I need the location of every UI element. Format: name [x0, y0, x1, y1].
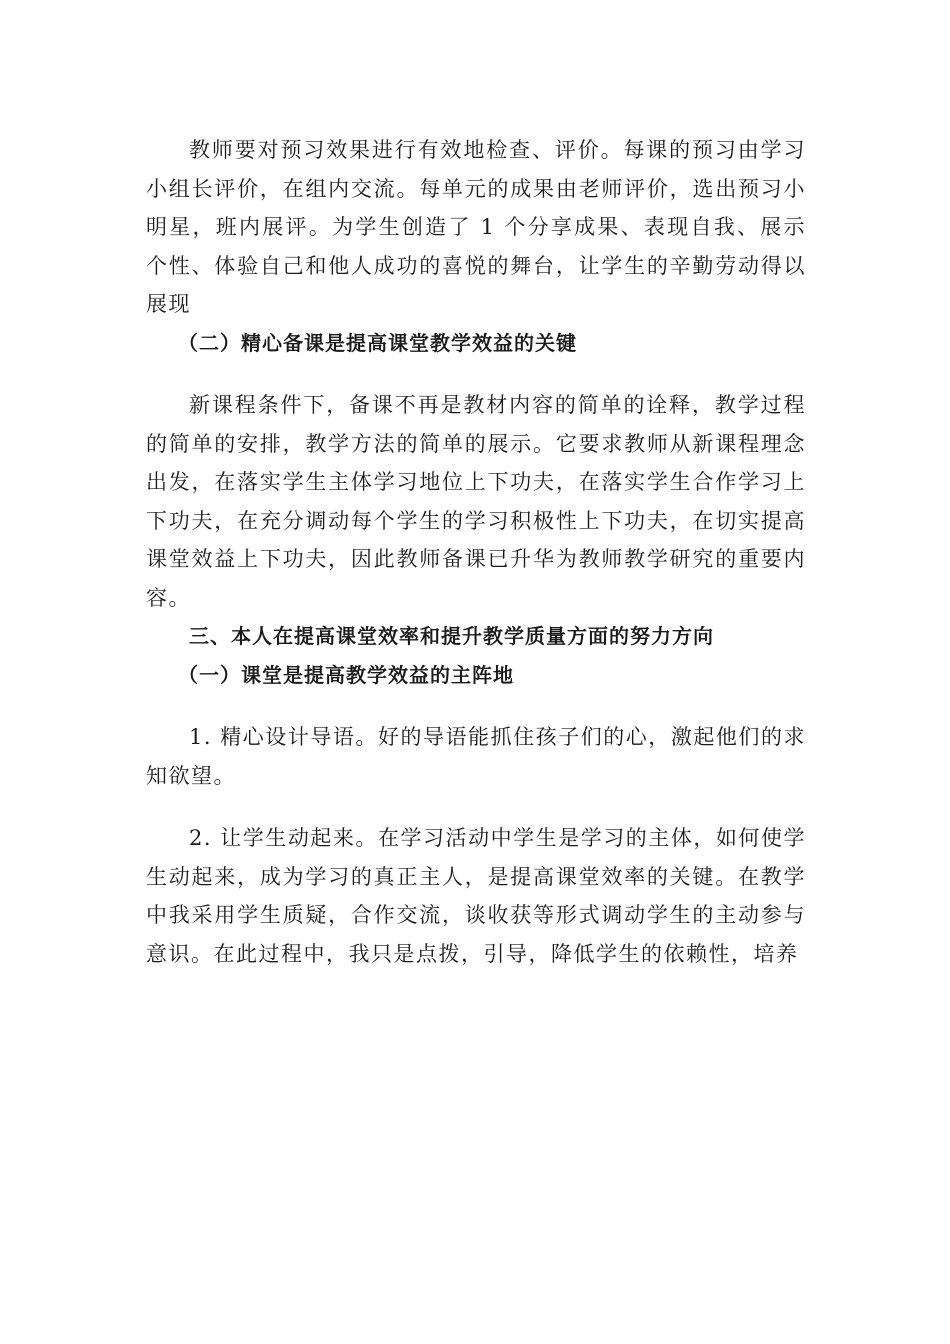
- subheading-lesson-preparation: （二）精心备课是提高课堂教学效益的关键: [178, 330, 577, 355]
- document-body: [146, 131, 806, 973]
- subheading-classroom-main-position: （一）课堂是提高教学效益的主阵地: [178, 662, 514, 687]
- list-item-lead-in-design: 1. 精心设计导语。好的导语能抓住孩子们的心，激起他们的求知欲望。: [146, 725, 806, 788]
- section-heading-improvement-direction: 三、本人在提高课堂效率和提升教学质量方面的努力方向: [189, 624, 714, 648]
- paragraph-preview-evaluation: 教师要对预习效果进行有效地检查、评价。每课的预习由学习小组长评价，在组内交流。每单元的成果由老师评价，选出预习小明星，班内展评。为学生创造了 1 个分享成果、表现自我、展示个性、体验自己和他人成功的喜悦的舞台，让学生的辛勤劳动得以展现: [146, 138, 806, 316]
- list-item-student-activation: 2. 让学生动起来。在学习活动中学生是学习的主体，如何使学生动起来，成为学习的真正主人，是提高课堂效率的关键。在教学中我采用学生质疑，合作交流，谈收获等形式调动学生的主动参与意识。在此过程中，我只是点拨，引导，降低学生的依赖性，培养: [146, 826, 806, 966]
- paragraph-lesson-preparation: 新课程条件下，备课不再是教材内容的简单的诠释，教学过程的简单的安排，教学方法的简单的展示。它要求教师从新课程理念出发，在落实学生主体学习地位上下功夫，在落实学生合作学习上下功夫，在充分调动每个学生的学习积极性上下功夫，在切实提高课堂效益上下功夫，因此教师备课已升华为教师教学研究的重要内容。: [146, 393, 806, 610]
